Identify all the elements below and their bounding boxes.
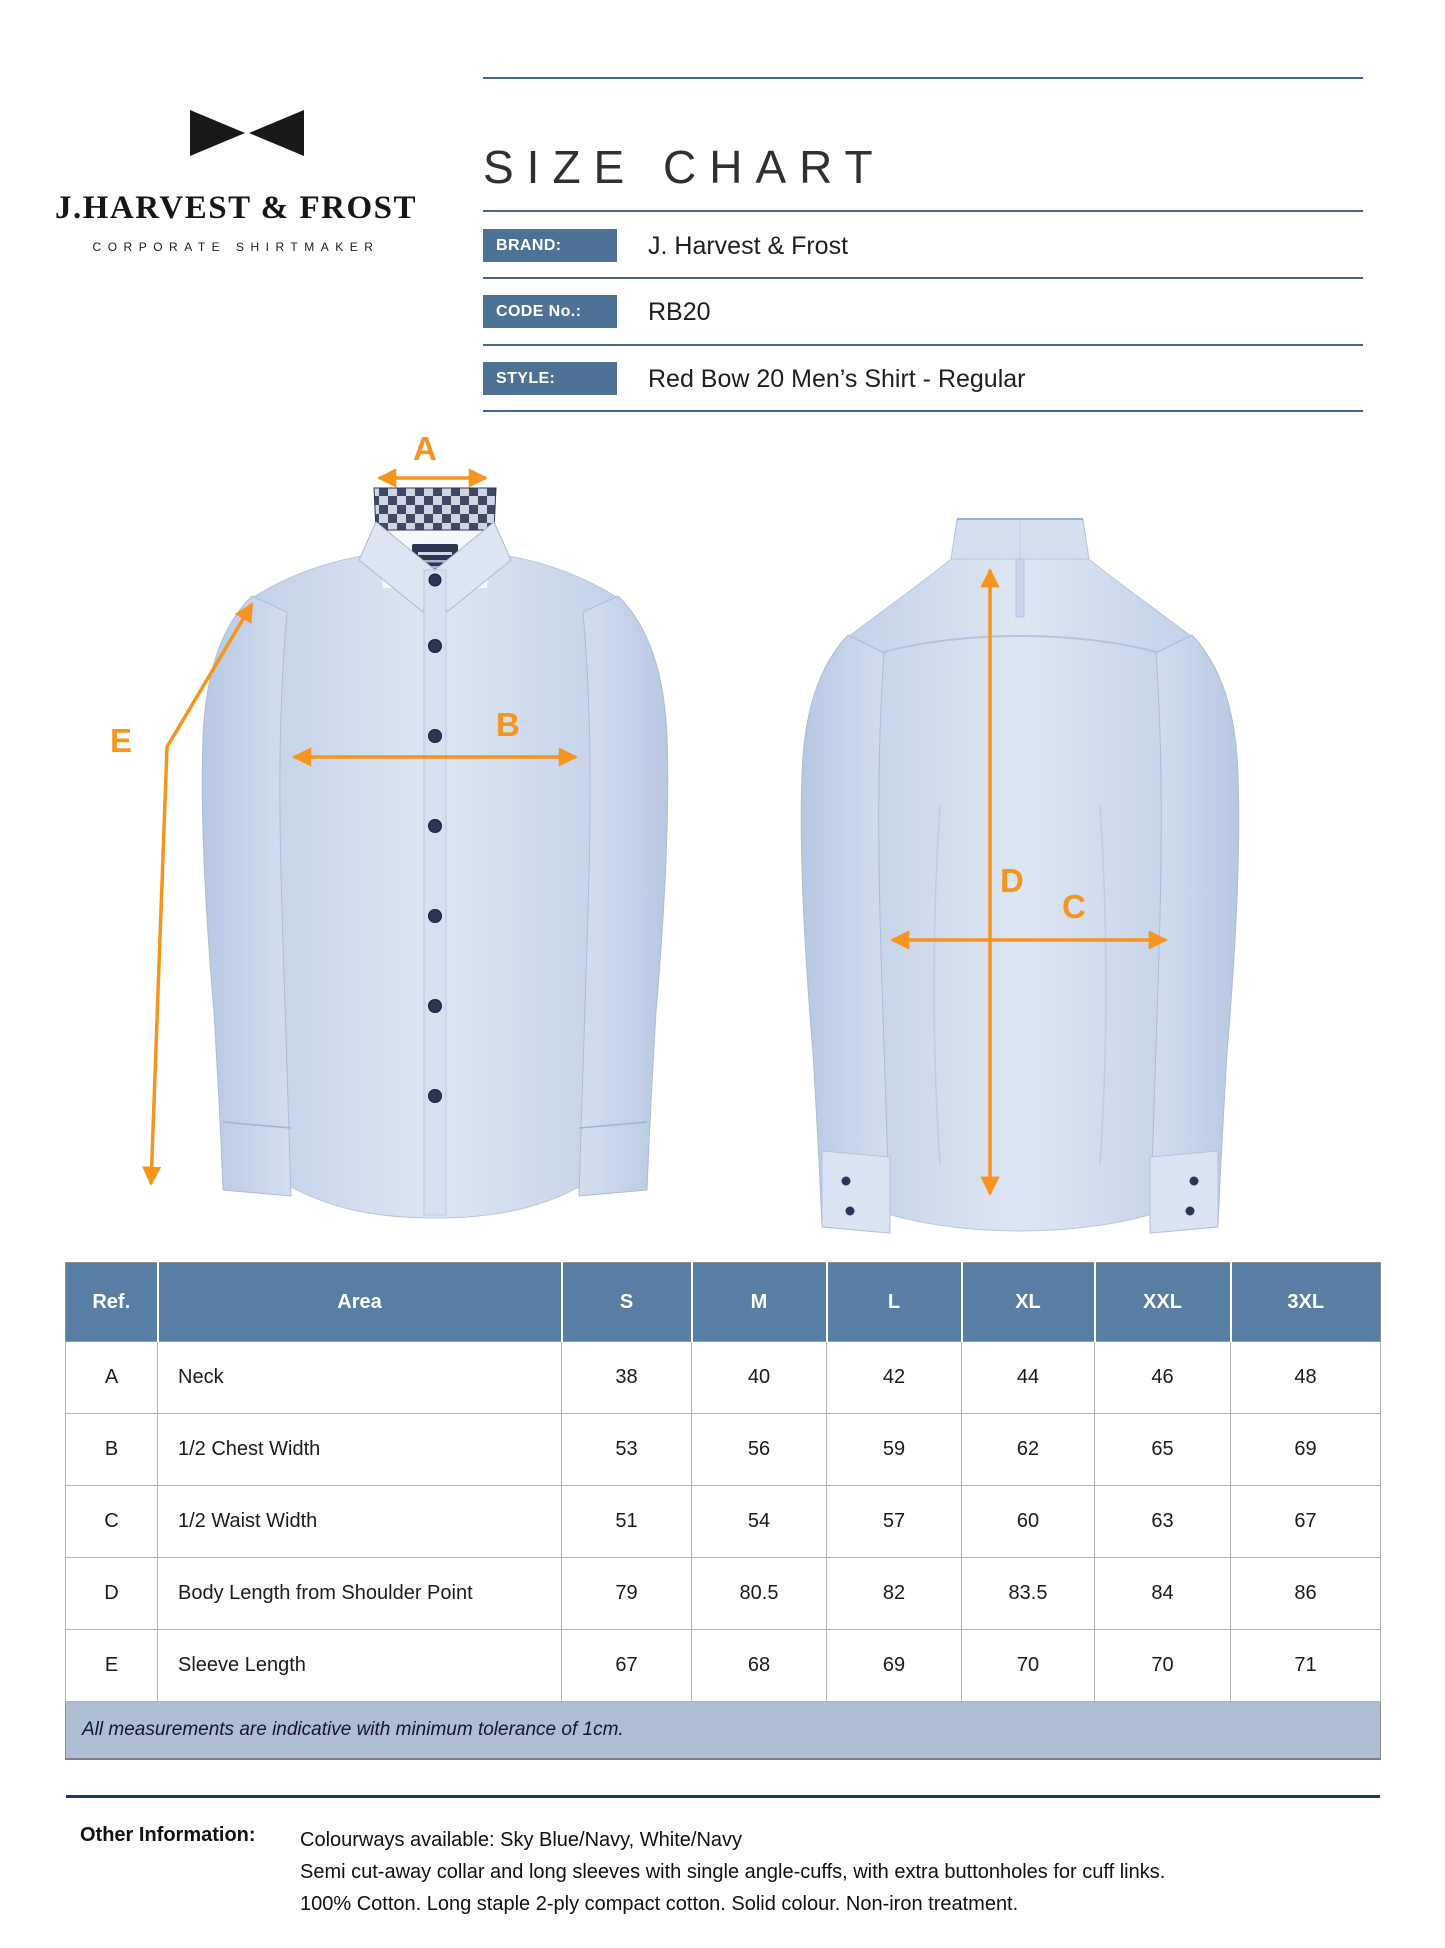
other-information-line: Semi cut-away collar and long sleeves with single angle-cuffs, with extra buttonholes for cuff links. (300, 1861, 1166, 1883)
size-table (65, 1262, 1381, 1760)
brand-field-value: J. Harvest & Frost (648, 232, 849, 260)
cell-value: 86 (1231, 1558, 1381, 1630)
measure-label-b: B (496, 706, 520, 743)
col-header-m: M (692, 1263, 827, 1342)
cell-ref: E (66, 1630, 158, 1702)
logo-tagline: CORPORATE SHIRTMAKER (92, 240, 380, 254)
cell-value: 79 (562, 1558, 692, 1630)
cell-value: 51 (562, 1486, 692, 1558)
cell-ref: B (66, 1414, 158, 1486)
other-information-line: 100% Cotton. Long staple 2-ply compact cotton. Solid colour. Non-iron treatment. (300, 1893, 1019, 1915)
measure-label-a: A (413, 430, 437, 467)
cell-value: 42 (827, 1342, 962, 1414)
cell-area: Body Length from Shoulder Point (158, 1558, 562, 1630)
cell-value: 60 (962, 1486, 1095, 1558)
cell-area: Sleeve Length (158, 1630, 562, 1702)
other-information-label: Other Information: (80, 1824, 256, 1846)
col-header-l: L (827, 1263, 962, 1342)
code-field-value: RB20 (648, 298, 711, 326)
style-field-label: STYLE: (483, 362, 617, 395)
cell-value: 80.5 (692, 1558, 827, 1630)
col-header-ref: Ref. (66, 1263, 158, 1342)
cell-ref: D (66, 1558, 158, 1630)
cell-value: 70 (962, 1630, 1095, 1702)
cell-value: 54 (692, 1486, 827, 1558)
page-title: SIZE CHART (483, 141, 886, 193)
table-row (66, 1414, 1381, 1486)
cell-ref: C (66, 1486, 158, 1558)
cell-value: 67 (562, 1630, 692, 1702)
code-field-label: CODE No.: (483, 295, 617, 328)
header-divider (483, 210, 1363, 212)
cell-value: 56 (692, 1414, 827, 1486)
cell-value: 48 (1231, 1342, 1381, 1414)
cell-value: 69 (1231, 1414, 1381, 1486)
style-field-value: Red Bow 20 Men’s Shirt - Regular (648, 365, 1026, 393)
cell-value: 68 (692, 1630, 827, 1702)
cell-value: 63 (1095, 1486, 1231, 1558)
cell-value: 53 (562, 1414, 692, 1486)
cell-value: 67 (1231, 1486, 1381, 1558)
measure-label-e: E (110, 722, 133, 759)
cell-value: 70 (1095, 1630, 1231, 1702)
bowtie-icon (190, 104, 304, 162)
header-divider (483, 77, 1363, 79)
cell-value: 65 (1095, 1414, 1231, 1486)
cell-value: 59 (827, 1414, 962, 1486)
logo-brand-name: J.HARVEST & FROST (54, 190, 418, 226)
table-header-row (66, 1263, 1381, 1342)
measure-label-c: C (1062, 888, 1086, 925)
cell-value: 46 (1095, 1342, 1231, 1414)
cell-value: 71 (1231, 1630, 1381, 1702)
col-header-area: Area (158, 1263, 562, 1342)
col-header-3xl: 3XL (1231, 1263, 1381, 1342)
other-information-line: Colourways available: Sky Blue/Navy, White/Navy (300, 1829, 743, 1851)
cell-ref: A (66, 1342, 158, 1414)
footer-divider (66, 1795, 1380, 1798)
table-note-row (66, 1702, 1381, 1760)
table-note: All measurements are indicative with minimum tolerance of 1cm. (66, 1702, 1381, 1760)
cell-value: 69 (827, 1630, 962, 1702)
cell-area: Neck (158, 1342, 562, 1414)
col-header-xl: XL (962, 1263, 1095, 1342)
cell-value: 62 (962, 1414, 1095, 1486)
table-row (66, 1630, 1381, 1702)
cell-value: 38 (562, 1342, 692, 1414)
cell-value: 40 (692, 1342, 827, 1414)
cell-value: 82 (827, 1558, 962, 1630)
other-information-text (300, 1824, 1165, 1920)
header-divider (483, 344, 1363, 346)
cell-value: 44 (962, 1342, 1095, 1414)
shirt-front-illustration (190, 460, 680, 1230)
header-divider (483, 410, 1363, 412)
cell-area: 1/2 Waist Width (158, 1486, 562, 1558)
cell-value: 83.5 (962, 1558, 1095, 1630)
cell-area: 1/2 Chest Width (158, 1414, 562, 1486)
col-header-xxl: XXL (1095, 1263, 1231, 1342)
col-header-s: S (562, 1263, 692, 1342)
table-row (66, 1558, 1381, 1630)
table-row (66, 1342, 1381, 1414)
header-divider (483, 277, 1363, 279)
brand-field-label: BRAND: (483, 229, 617, 262)
cell-value: 84 (1095, 1558, 1231, 1630)
measure-label-d: D (1000, 862, 1024, 899)
table-row (66, 1486, 1381, 1558)
cell-value: 57 (827, 1486, 962, 1558)
